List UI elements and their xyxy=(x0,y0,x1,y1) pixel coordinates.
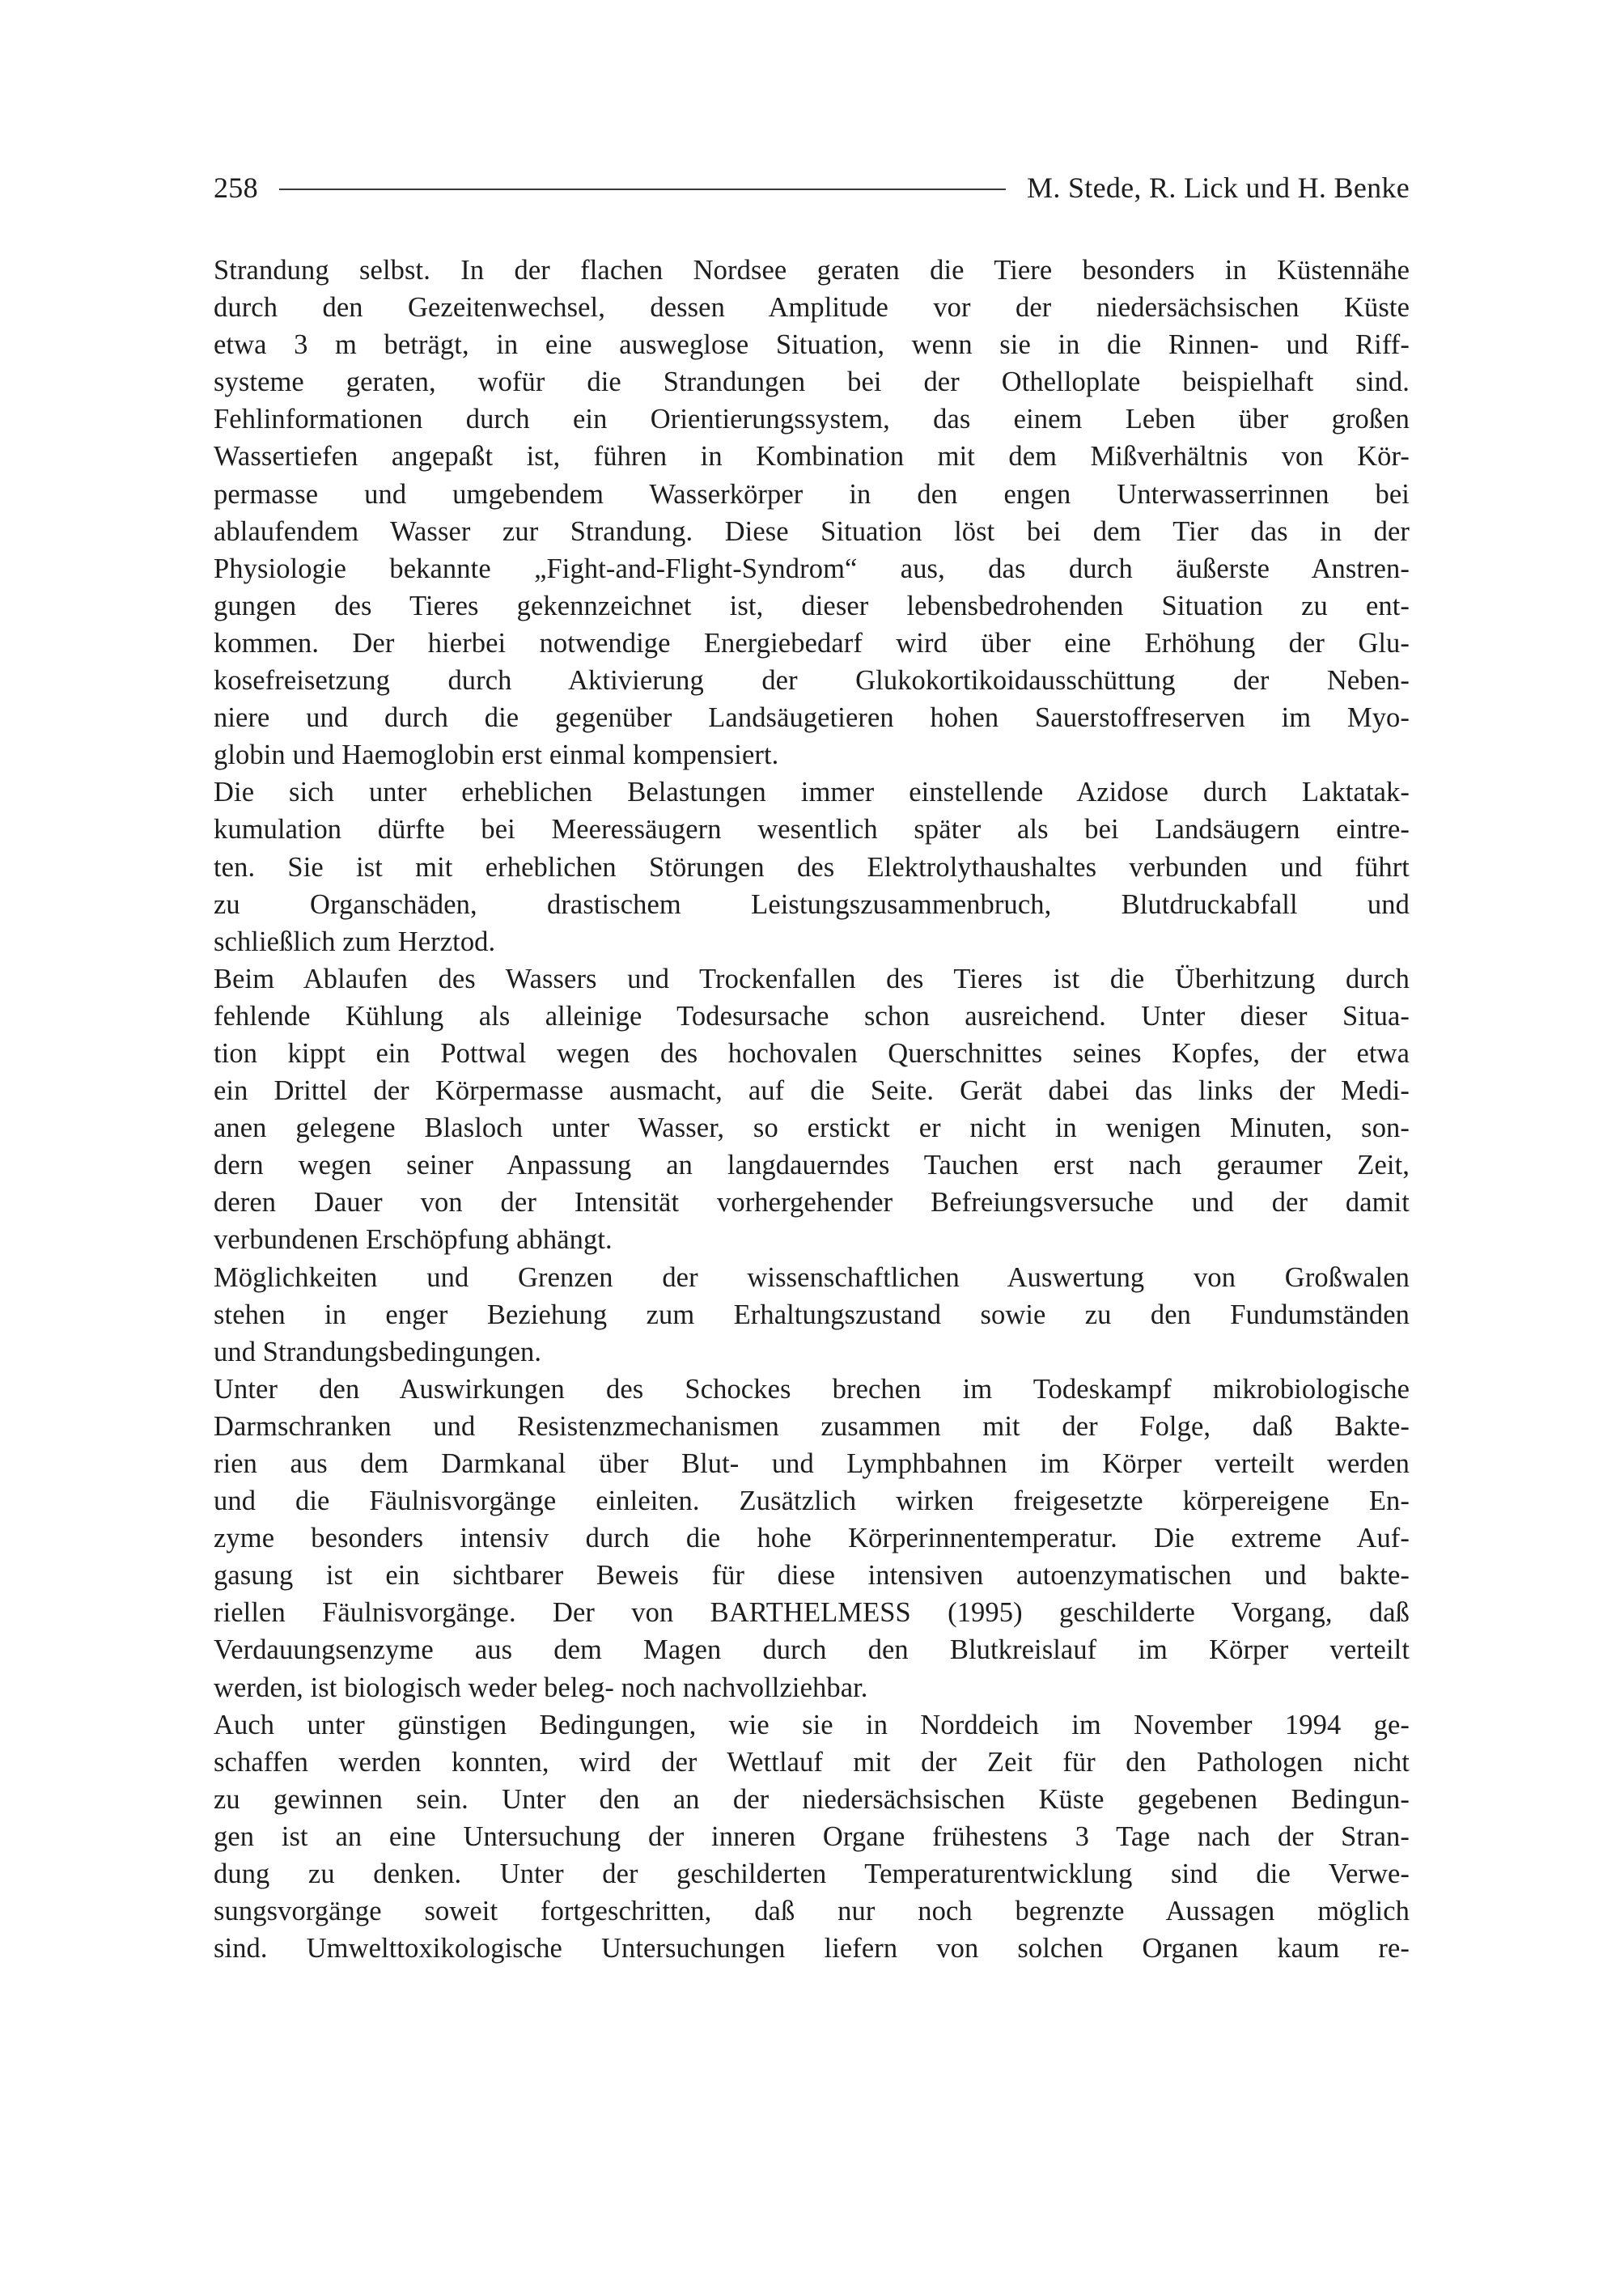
text-line: Physiologie bekannte „Fight-and-Flight-Syndrom“ aus, das durch äußerste Anstren- xyxy=(214,553,1410,584)
text-line: zu Organschäden, drastischem Leistungszusammenbruch, Blutdruckabfall und xyxy=(214,888,1410,920)
text-line: gungen des Tieres gekennzeichnet ist, dieser lebensbedrohenden Situation zu ent- xyxy=(214,590,1410,621)
running-head-authors: M. Stede, R. Lick und H. Benke xyxy=(1027,172,1410,204)
text-line: sind. Umwelttoxikologische Untersuchungen liefern von solchen Organen kaum re- xyxy=(214,1933,1410,1965)
text-line: zu gewinnen sein. Unter den an der niedersächsischen Küste gegebenen Bedingun- xyxy=(214,1783,1410,1815)
text-line: niere und durch die gegenüber Landsäugetieren hohen Sauerstoffreserven im Myo- xyxy=(214,702,1410,734)
text-line: Strandung selbst. In der flachen Nordsee geraten die Tiere besonders in Küstennähe xyxy=(214,255,1410,286)
text-line: gen ist an eine Untersuchung der inneren Organe frühestens 3 Tage nach der Stran- xyxy=(214,1820,1410,1852)
text-line: stehen in enger Beziehung zum Erhaltungszustand sowie zu den Fundumständen xyxy=(214,1299,1410,1330)
text-line: sungsvorgänge soweit fortgeschritten, daß nur noch begrenzte Aussagen möglich xyxy=(214,1896,1410,1927)
text-line: Beim Ablaufen des Wassers und Trockenfallen des Tieres ist die Überhitzung durch xyxy=(214,963,1410,994)
text-line: dern wegen seiner Anpassung an langdauerndes Tauchen erst nach geraumer Zeit, xyxy=(214,1150,1410,1181)
text-line: Auch unter günstigen Bedingungen, wie sie in Norddeich im November 1994 ge- xyxy=(214,1709,1410,1740)
text-line: und Strandungsbedingungen. xyxy=(214,1336,542,1367)
body-text xyxy=(214,252,1410,1967)
text-line: riellen Fäulnisvorgänge. Der von BARTHELMESS (1995) geschilderte Vorgang, daß xyxy=(214,1597,1410,1629)
text-line: rien aus dem Darmkanal über Blut- und Lymphbahnen im Körper verteilt werden xyxy=(214,1448,1410,1479)
text-line: Möglichkeiten und Grenzen der wissenschaftlichen Auswertung von Großwalen xyxy=(214,1261,1410,1293)
text-line: zyme besonders intensiv durch die hohe Körperinnentemperatur. Die extreme Auf- xyxy=(214,1523,1410,1554)
text-line: etwa 3 m beträgt, in eine ausweglose Situation, wenn sie in die Rinnen- und Riff- xyxy=(214,329,1410,361)
text-line: Die sich unter erheblichen Belastungen immer einstellende Azidose durch Laktatak- xyxy=(214,777,1410,808)
text-line: Darmschranken und Resistenzmechanismen zusammen mit der Folge, daß Bakte- xyxy=(214,1410,1410,1442)
text-line: kumulation dürfte bei Meeressäugern wesentlich später als bei Landsäugern eintre- xyxy=(214,814,1410,846)
header-rule xyxy=(279,189,1006,190)
text-line: Unter den Auswirkungen des Schockes brechen im Todeskampf mikrobiologische xyxy=(214,1373,1410,1405)
text-line: fehlende Kühlung als alleinige Todesursache schon ausreichend. Unter dieser Situa- xyxy=(214,1000,1410,1032)
text-line: gasung ist ein sichtbarer Beweis für diese intensiven autoenzymatischen und bakte- xyxy=(214,1560,1410,1592)
text-line: systeme geraten, wofür die Strandungen bei der Othelloplate beispielhaft sind. xyxy=(214,367,1410,398)
text-line: Fehlinformationen durch ein Orientierungssystem, das einem Leben über großen xyxy=(214,404,1410,435)
text-line: anen gelegene Blasloch unter Wasser, so erstickt er nicht in wenigen Minuten, son- xyxy=(214,1113,1410,1144)
text-line: werden, ist biologisch weder beleg- noch nachvollziehbar. xyxy=(214,1672,868,1703)
page-number: 258 xyxy=(214,172,258,204)
text-line: dung zu denken. Unter der geschilderten Temperaturentwicklung sind die Verwe- xyxy=(214,1859,1410,1890)
text-line: Verdauungsenzyme aus dem Magen durch den Blutkreislauf im Körper verteilt xyxy=(214,1634,1410,1666)
text-line: kommen. Der hierbei notwendige Energiebedarf wird über eine Erhöhung der Glu- xyxy=(214,627,1410,659)
text-line: Wassertiefen angepaßt ist, führen in Kombination mit dem Mißverhältnis von Kör- xyxy=(214,441,1410,473)
text-line: kosefreisetzung durch Aktivierung der Glukokortikoidausschüttung der Neben- xyxy=(214,665,1410,697)
text-line: ten. Sie ist mit erheblichen Störungen des Elektrolythaushaltes verbunden und führt xyxy=(214,851,1410,883)
text-line: globin und Haemoglobin erst einmal kompensiert. xyxy=(214,740,779,771)
text-line: verbundenen Erschöpfung abhängt. xyxy=(214,1224,613,1256)
text-line: tion kippt ein Pottwal wegen des hochovalen Querschnittes seines Kopfes, der etwa xyxy=(214,1037,1410,1069)
running-head xyxy=(214,166,1410,210)
text-line: deren Dauer von der Intensität vorhergehender Befreiungsversuche und der damit xyxy=(214,1187,1410,1219)
text-line: schaffen werden konnten, wird der Wettlauf mit der Zeit für den Pathologen nicht xyxy=(214,1746,1410,1778)
text-line: und die Fäulnisvorgänge einleiten. Zusätzlich wirken freigesetzte körpereigene En- xyxy=(214,1486,1410,1517)
text-line: ein Drittel der Körpermasse ausmacht, auf die Seite. Gerät dabei das links der Medi- xyxy=(214,1075,1410,1107)
text-line: ablaufendem Wasser zur Strandung. Diese Situation löst bei dem Tier das in der xyxy=(214,515,1410,547)
text-line: schließlich zum Herztod. xyxy=(214,926,496,957)
text-line: permasse und umgebendem Wasserkörper in den engen Unterwasserrinnen bei xyxy=(214,478,1410,510)
text-line: durch den Gezeitenwechsel, dessen Amplitude vor der niedersächsischen Küste xyxy=(214,292,1410,324)
